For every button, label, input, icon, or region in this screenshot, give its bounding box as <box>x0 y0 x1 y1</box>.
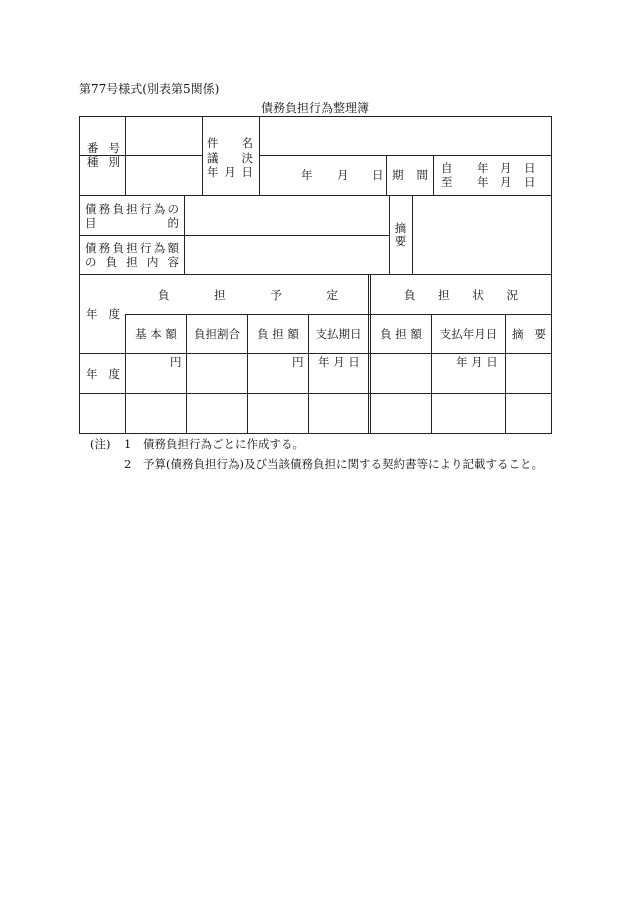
period-to-year: 年 <box>477 175 489 189</box>
giketsu-year: 年 <box>301 168 313 182</box>
col-futan-wariai: 負担割合 <box>194 327 240 341</box>
rule <box>368 274 369 434</box>
cell-futan-wariai-1[interactable] <box>187 354 247 392</box>
cell-shiharai-kijitsu-2[interactable] <box>309 394 368 433</box>
rule <box>433 155 434 195</box>
label-nendo-header: 年 度 <box>86 307 120 321</box>
tekiyo-field[interactable] <box>413 196 551 273</box>
cell-shiharai-kijitsu-1[interactable] <box>309 354 368 392</box>
period-to-day: 日 <box>524 175 536 189</box>
period-from-day: 日 <box>524 161 536 175</box>
cell-futangaku-actual-1[interactable] <box>371 354 431 392</box>
cell-shiharai-nengappi-2[interactable] <box>432 394 505 433</box>
rule <box>259 155 552 156</box>
note-2-text: 予算(債務負担行為)及び当該債務負担に関する契約書等により記載すること。 <box>143 457 543 471</box>
cell-futangaku-1[interactable] <box>248 354 308 392</box>
cell-shiharai-nengappi-1[interactable] <box>432 354 505 392</box>
content-field[interactable] <box>185 236 388 273</box>
period-from-month: 月 <box>500 161 512 175</box>
label-bango: 番 号 <box>87 141 120 155</box>
label-giketsu: 議 決 <box>207 151 253 165</box>
label-content: 債 務 負 担 行 為 額 <box>85 241 179 255</box>
label-purpose-2: 目 的 <box>85 216 179 230</box>
futangaku-unit: 円 <box>292 355 304 369</box>
shiharai-nengappi-date: 年 月 日 <box>456 355 498 369</box>
row-nendo: 年 度 <box>86 367 120 381</box>
note-2-number: 2 <box>124 457 132 471</box>
rule <box>386 155 387 195</box>
cell-kihongaku-2[interactable] <box>126 394 186 433</box>
col-shiharai-kijitsu: 支払期日 <box>315 327 362 341</box>
label-nengappi: 年 月 日 <box>207 165 253 179</box>
purpose-field[interactable] <box>185 196 388 234</box>
label-tekiyo: 摘 要 <box>394 221 407 248</box>
cell-futangaku-2[interactable] <box>248 394 308 433</box>
rule <box>79 274 552 275</box>
label-shubetsu: 種 別 <box>87 155 120 169</box>
form-title: 債務負担行為整理簿 <box>260 101 369 115</box>
rule <box>125 314 552 315</box>
label-purpose: 債 務 負 担 行 為 の <box>85 202 179 216</box>
cell-futan-wariai-2[interactable] <box>187 394 247 433</box>
shiharai-kijitsu-date: 年 月 日 <box>318 355 360 369</box>
period-from-label: 自 <box>441 161 453 175</box>
label-futan-jokyo: 負 担 状 況 <box>404 288 518 302</box>
kenmei-field[interactable] <box>260 117 551 154</box>
cell-kihongaku-1[interactable] <box>126 354 186 392</box>
col-shiharai-nengappi: 支払年月日 <box>439 327 498 341</box>
kihongaku-unit: 円 <box>170 355 182 369</box>
note-label: (注) <box>90 437 111 451</box>
cell-nendo-2[interactable] <box>80 394 125 433</box>
label-kenmei: 件 名 <box>207 136 253 150</box>
label-kikan: 期 間 <box>392 168 428 182</box>
col-futangaku: 負 担 額 <box>257 327 299 341</box>
label-content-2: の 負 担 内 容 <box>85 255 179 269</box>
col-tekiyo: 摘 要 <box>512 327 546 341</box>
giketsu-month: 月 <box>337 168 349 182</box>
period-to-label: 至 <box>441 175 453 189</box>
form-number: 第77号様式(別表第5関係) <box>79 82 220 96</box>
bango-field[interactable] <box>126 117 201 154</box>
col-kihongaku: 基 本 額 <box>135 327 177 341</box>
period-from-year: 年 <box>477 161 489 175</box>
period-to-month: 月 <box>500 175 512 189</box>
col-futangaku-actual: 負 担 額 <box>380 327 422 341</box>
shubetsu-field[interactable] <box>126 156 201 194</box>
label-futan-yotei: 負 担 予 定 <box>158 288 338 302</box>
rule <box>389 195 390 274</box>
giketsu-day: 日 <box>372 168 384 182</box>
cell-futangaku-actual-2[interactable] <box>371 394 431 433</box>
cell-tekiyo-2[interactable] <box>506 394 551 433</box>
note-1-number: 1 <box>124 437 132 451</box>
note-1-text: 債務負担行為ごとに作成する。 <box>143 437 304 451</box>
cell-tekiyo-1[interactable] <box>506 354 551 392</box>
rule <box>202 116 203 195</box>
